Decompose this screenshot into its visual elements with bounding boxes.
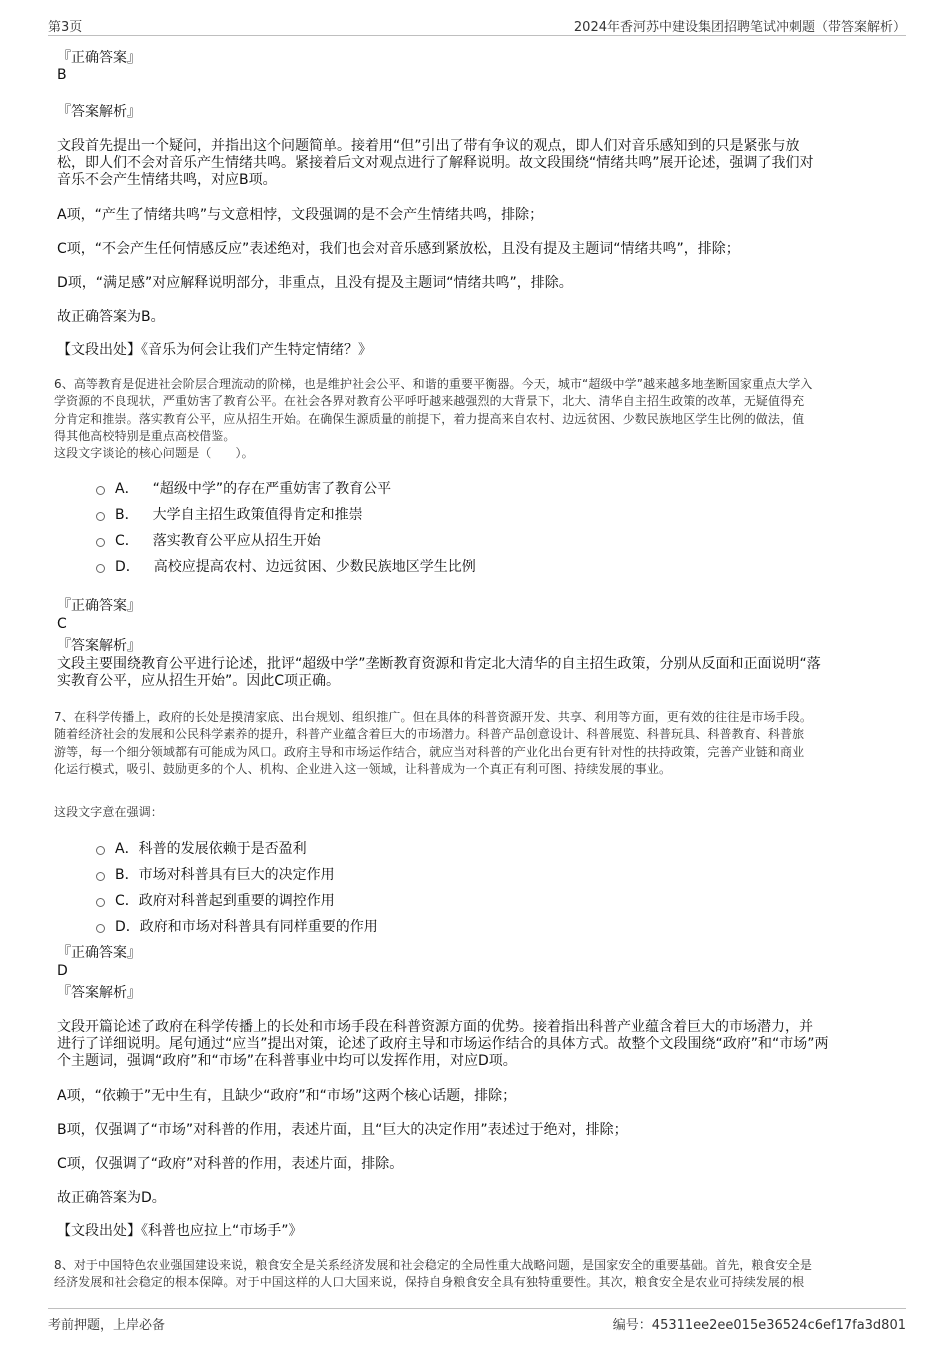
document-title: 2024年香河苏中建设集团招聘笔试冲刺题（带答案解析） bbox=[573, 20, 906, 35]
option-letter: A． bbox=[115, 481, 139, 497]
analysis-line: 文段首先提出一个疑问，并指出这个问题简单。接着用“但”引出了带有争议的观点，即人们对音乐感知到的只是紧张与放 bbox=[57, 138, 800, 154]
q7-option-a[interactable] bbox=[96, 838, 307, 858]
radio-icon[interactable] bbox=[96, 486, 105, 495]
option-letter: A． bbox=[115, 841, 139, 857]
q5-option-c-explain: C项，“不会产生任何情感反应”表述绝对，我们也会对音乐感到紧放松，且没有提及主题词“情绪共鸣”，排除； bbox=[57, 241, 740, 257]
q7-analysis-label: 『答案解析』 bbox=[57, 985, 141, 1001]
radio-icon[interactable] bbox=[96, 898, 105, 907]
q5-answer: B bbox=[57, 67, 67, 83]
q6-option-a[interactable] bbox=[96, 478, 391, 498]
option-text: “超级中学”的存在严重妨害了教育公平 bbox=[152, 481, 392, 497]
header-divider bbox=[48, 35, 906, 36]
footer-divider bbox=[48, 1308, 906, 1309]
radio-icon[interactable] bbox=[96, 538, 105, 547]
q5-option-a-explain: A项，“产生了情绪共鸣”与文意相悖，文段强调的是不会产生情绪共鸣，排除； bbox=[57, 207, 544, 223]
option-letter: C． bbox=[115, 893, 139, 909]
option-text: 落实教育公平应从招生开始 bbox=[152, 533, 321, 549]
q6-stem bbox=[54, 376, 894, 462]
option-letter: B． bbox=[115, 867, 139, 883]
stem-line: 经济发展和社会稳定的根本保障。对于中国这样的人口大国来说，保持自身粮食安全具有独特重要性。其次，粮食安全是农业可持续发展的根 bbox=[54, 1275, 805, 1290]
radio-icon[interactable] bbox=[96, 846, 105, 855]
q7-option-c-explain: C项，仅强调了“政府”对科普的作用，表述片面，排除。 bbox=[57, 1156, 404, 1172]
q6-answer: C bbox=[57, 616, 67, 632]
radio-icon[interactable] bbox=[96, 564, 105, 573]
q7-answer-label: 『正确答案』 bbox=[57, 945, 141, 961]
q6-analysis-label: 『答案解析』 bbox=[57, 638, 141, 654]
q5-conclusion: 故正确答案为B。 bbox=[57, 309, 165, 325]
stem-line: 化运行模式，吸引、鼓励更多的个人、机构、企业进入这一领域，让科普成为一个真正有利可图、持续发展的事业。 bbox=[54, 761, 672, 776]
code-value: 45311ee2ee015e36524c6ef17fa3d801 bbox=[651, 1318, 906, 1333]
stem-line: 7、在科学传播上，政府的长处是摸清家底、出台规划、组织推广。但在具体的科普资源开发、共享、利用等方面，更有效的往往是市场手段。 bbox=[54, 710, 812, 724]
analysis-line: 松，即人们不会对音乐产生情绪共鸣。紧接着后文对观点进行了解释说明。故文段围绕“情绪共鸣”展开论述，强调了我们对 bbox=[57, 155, 814, 171]
stem-line: 分肯定和推崇。落实教育公平，应从招生开始。在确保生源质量的前提下，着力提高来自农村、边远贫困、少数民族地区学生比例的做法，值 bbox=[54, 411, 805, 426]
analysis-line: 个主题词，强调“政府”和“市场”在科普事业中均可以发挥作用，对应D项。 bbox=[57, 1053, 517, 1069]
footer-slogan: 考前押题，上岸必备 bbox=[48, 1318, 166, 1333]
q8-stem bbox=[54, 1257, 894, 1292]
q5-source: 【文段出处】《音乐为何会让我们产生特定情绪？》 bbox=[57, 342, 372, 358]
radio-icon[interactable] bbox=[96, 512, 105, 521]
radio-icon[interactable] bbox=[96, 872, 105, 881]
stem-question: 这段文字谈论的核心问题是（ ）。 bbox=[54, 446, 254, 461]
q5-answer-label: 『正确答案』 bbox=[57, 50, 141, 66]
option-text: 市场对科普具有巨大的决定作用 bbox=[138, 867, 335, 883]
option-text: 大学自主招生政策值得肯定和推崇 bbox=[152, 507, 363, 523]
analysis-line: 进行了详细说明。尾句通过“应当”提出对策，论述了政府主导和市场运作结合的具体方式。故整个文段围绕“政府”和“市场”两 bbox=[57, 1036, 829, 1052]
option-text: 政府对科普起到重要的调控作用 bbox=[138, 893, 335, 909]
code-label: 编号： bbox=[612, 1318, 652, 1333]
q7-option-c[interactable] bbox=[96, 890, 335, 910]
q7-stem bbox=[54, 709, 894, 778]
q7-answer: D bbox=[57, 963, 68, 979]
q5-option-d-explain: D项，“满足感”对应解释说明部分，非重点，且没有提及主题词“情绪共鸣”，排除。 bbox=[57, 275, 573, 291]
option-letter: D． bbox=[115, 559, 140, 575]
q7-prompt: 这段文字意在强调： bbox=[54, 805, 163, 819]
option-text: 科普的发展依赖于是否盈利 bbox=[138, 841, 307, 857]
stem-line: 游等，每一个细分领域都有可能成为风口。政府主导和市场运作结合，就应当对科普的产业化出台更有针对性的扶持政策，完善产业链和商业 bbox=[54, 744, 805, 759]
q7-option-b-explain: B项，仅强调了“市场”对科普的作用，表述片面，且“巨大的决定作用”表述过于绝对，排除； bbox=[57, 1122, 628, 1138]
analysis-line: 音乐不会产生情绪共鸣，对应B项。 bbox=[57, 172, 277, 188]
q7-option-b[interactable] bbox=[96, 864, 335, 884]
q7-option-a-explain: A项，“依赖于”无中生有，且缺少“政府”和“市场”这两个核心话题，排除； bbox=[57, 1088, 517, 1104]
q6-option-b[interactable] bbox=[96, 504, 363, 524]
page-number: 第3页 bbox=[48, 20, 83, 35]
stem-line: 8、对于中国特色农业强国建设来说，粮食安全是关系经济发展和社会稳定的全局性重大战略问题，是国家安全的重要基础。首先，粮食安全是 bbox=[54, 1258, 812, 1272]
stem-line: 学资源的不良现状，严重妨害了教育公平。在社会各界对教育公平呼吁越来越强烈的大背景下，北大、清华自主招生政策的改革，无疑值得充 bbox=[54, 394, 805, 409]
q5-analysis-label: 『答案解析』 bbox=[57, 104, 141, 120]
q6-answer-label: 『正确答案』 bbox=[57, 598, 141, 614]
q7-source: 【文段出处】《科普也应拉上“市场手”》 bbox=[57, 1223, 303, 1239]
q6-option-d[interactable] bbox=[96, 556, 476, 576]
q6-option-c[interactable] bbox=[96, 530, 321, 550]
option-text: 高校应提高农村、边远贫困、少数民族地区学生比例 bbox=[153, 559, 476, 575]
document-code bbox=[613, 1314, 906, 1333]
q5-analysis bbox=[57, 138, 887, 189]
radio-icon[interactable] bbox=[96, 924, 105, 933]
stem-line: 6、高等教育是促进社会阶层合理流动的阶梯，也是维护社会公平、和谐的重要平衡器。今天，城市“超级中学”越来越多地垄断国家重点大学入 bbox=[54, 377, 813, 391]
q7-conclusion: 故正确答案为D。 bbox=[57, 1190, 166, 1206]
analysis-line: 文段主要围绕教育公平进行论述，批评“超级中学”垄断教育资源和肯定北大清华的自主招生政策，分别从反面和正面说明“落 bbox=[57, 656, 821, 672]
stem-line: 得其他高校特别是重点高校借鉴。 bbox=[54, 428, 236, 443]
q7-option-d[interactable] bbox=[96, 916, 378, 936]
analysis-line: 文段开篇论述了政府在科学传播上的长处和市场手段在科普资源方面的优势。接着指出科普产业蕴含着巨大的市场潜力，并 bbox=[57, 1019, 813, 1035]
option-letter: D． bbox=[115, 919, 140, 935]
option-letter: B． bbox=[115, 507, 139, 523]
q7-analysis bbox=[57, 1019, 887, 1070]
option-letter: C． bbox=[115, 533, 139, 549]
analysis-line: 实教育公平，应从招生开始”。因此C项正确。 bbox=[57, 673, 341, 689]
stem-line: 随着经济社会的发展和公民科学素养的提升，科普产业蕴含着巨大的市场潜力。科普产品创意设计、科普展览、科普玩具、科普教育、科普旅 bbox=[54, 727, 805, 742]
option-text: 政府和市场对科普具有同样重要的作用 bbox=[139, 919, 378, 935]
q6-analysis bbox=[57, 656, 887, 690]
